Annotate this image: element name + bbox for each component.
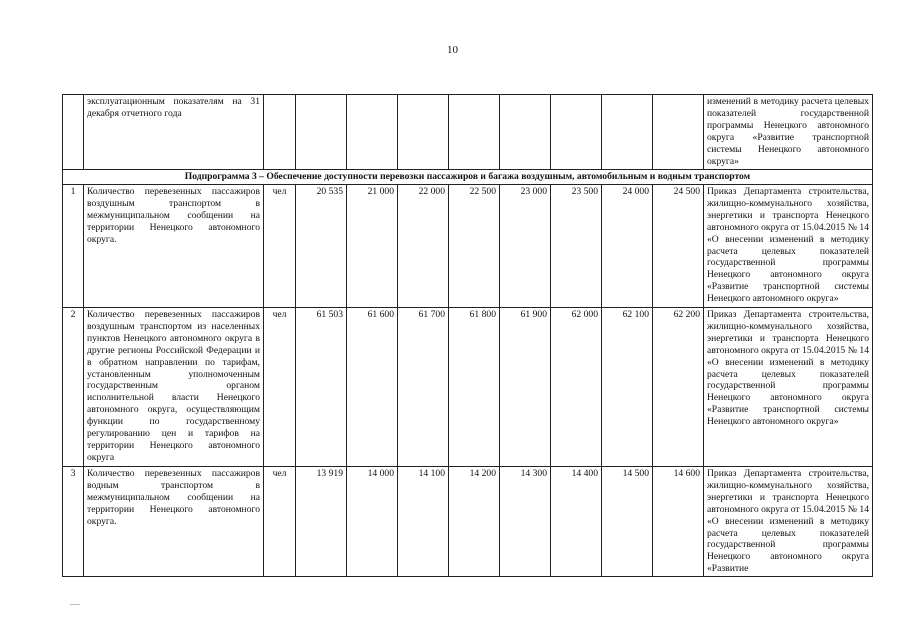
basis-cell: Приказ Департамента строительства, жилищно-коммунального хозяйства, энергетики и транспорта Ненецкого автономного округа от 15.04.2015 № 14 «О внесении изменений в методику расчета целевых показателей государственной программы Ненецкого автономного округа «Развитие транспортной системы Ненецкого автономного округа» (704, 308, 873, 467)
value-cell (602, 95, 653, 170)
value-cell: 62 100 (602, 308, 653, 467)
value-cell: 23 000 (500, 185, 551, 308)
value-cell: 20 535 (296, 185, 347, 308)
value-cell: 14 400 (551, 467, 602, 577)
table-row (63, 308, 873, 467)
basis-cell: изменений в методику расчета целевых показателей государственной программы Ненецкого автономного округа «Развитие транспортной системы Ненецкого автономного округа» (704, 95, 873, 170)
value-cell (398, 95, 449, 170)
value-cell: 61 800 (449, 308, 500, 467)
value-cell: 13 919 (296, 467, 347, 577)
page-number: 10 (447, 44, 458, 56)
indicator-cell: Количество перевезенных пассажиров водным транспортом в межмуниципальном сообщении на территории Ненецкого автономного округа. (84, 467, 264, 577)
value-cell: 62 200 (653, 308, 704, 467)
value-cell: 14 000 (347, 467, 398, 577)
value-cell (296, 95, 347, 170)
row-number-cell (63, 95, 84, 170)
value-cell: 22 000 (398, 185, 449, 308)
value-cell: 21 000 (347, 185, 398, 308)
value-cell: 24 000 (602, 185, 653, 308)
table-row (63, 95, 873, 170)
indicator-cell: Количество перевезенных пассажиров воздушным транспортом из населенных пунктов Ненецкого автономного округа в другие регионы Российской Федерации и в обратном направлении по тарифам, установленным уполномоченным государственным органом исполнительной власти Ненецкого автономного округа, осуществляющим функции по государственному регулированию цен и тарифов на территории Ненецкого автономного округа (84, 308, 264, 467)
unit-cell: чел (264, 467, 296, 577)
value-cell: 23 500 (551, 185, 602, 308)
row-number-cell: 2 (63, 308, 84, 467)
value-cell (347, 95, 398, 170)
unit-cell: чел (264, 308, 296, 467)
value-cell: 14 300 (500, 467, 551, 577)
value-cell: 61 503 (296, 308, 347, 467)
scan-mark (70, 604, 80, 605)
basis-cell: Приказ Департамента строительства, жилищно-коммунального хозяйства, энергетики и транспорта Ненецкого автономного округа от 15.04.2015 № 14 «О внесении изменений в методику расчета целевых показателей государственной программы Ненецкого автономного округа «Развитие транспортной системы Ненецкого автономного округа» (704, 185, 873, 308)
value-cell (449, 95, 500, 170)
value-cell: 61 900 (500, 308, 551, 467)
subprogram-title: Подпрограмма 3 – Обеспечение доступности перевозки пассажиров и багажа воздушным, автомобильным и водным транспортом (63, 170, 873, 185)
table-row (63, 185, 873, 308)
unit-cell (264, 95, 296, 170)
value-cell: 14 500 (602, 467, 653, 577)
value-cell: 22 500 (449, 185, 500, 308)
value-cell (551, 95, 602, 170)
subprogram-row (63, 170, 873, 185)
unit-cell: чел (264, 185, 296, 308)
row-number-cell: 1 (63, 185, 84, 308)
row-number-cell: 3 (63, 467, 84, 577)
value-cell: 61 600 (347, 308, 398, 467)
table-row (63, 467, 873, 577)
basis-cell: Приказ Департамента строительства, жилищно-коммунального хозяйства, энергетики и транспорта Ненецкого автономного округа от 15.04.2015 № 14 «О внесении изменений в методику расчета целевых показателей государственной программы Ненецкого автономного округа «Развитие (704, 467, 873, 577)
value-cell: 14 100 (398, 467, 449, 577)
value-cell: 62 000 (551, 308, 602, 467)
value-cell (500, 95, 551, 170)
value-cell: 24 500 (653, 185, 704, 308)
indicator-cell: эксплуатационным показателям на 31 декабря отчетного года (84, 95, 264, 170)
indicators-table (62, 94, 873, 577)
value-cell (653, 95, 704, 170)
value-cell: 61 700 (398, 308, 449, 467)
value-cell: 14 600 (653, 467, 704, 577)
indicator-cell: Количество перевезенных пассажиров воздушным транспортом в межмуниципальном сообщении на территории Ненецкого автономного округа. (84, 185, 264, 308)
value-cell: 14 200 (449, 467, 500, 577)
